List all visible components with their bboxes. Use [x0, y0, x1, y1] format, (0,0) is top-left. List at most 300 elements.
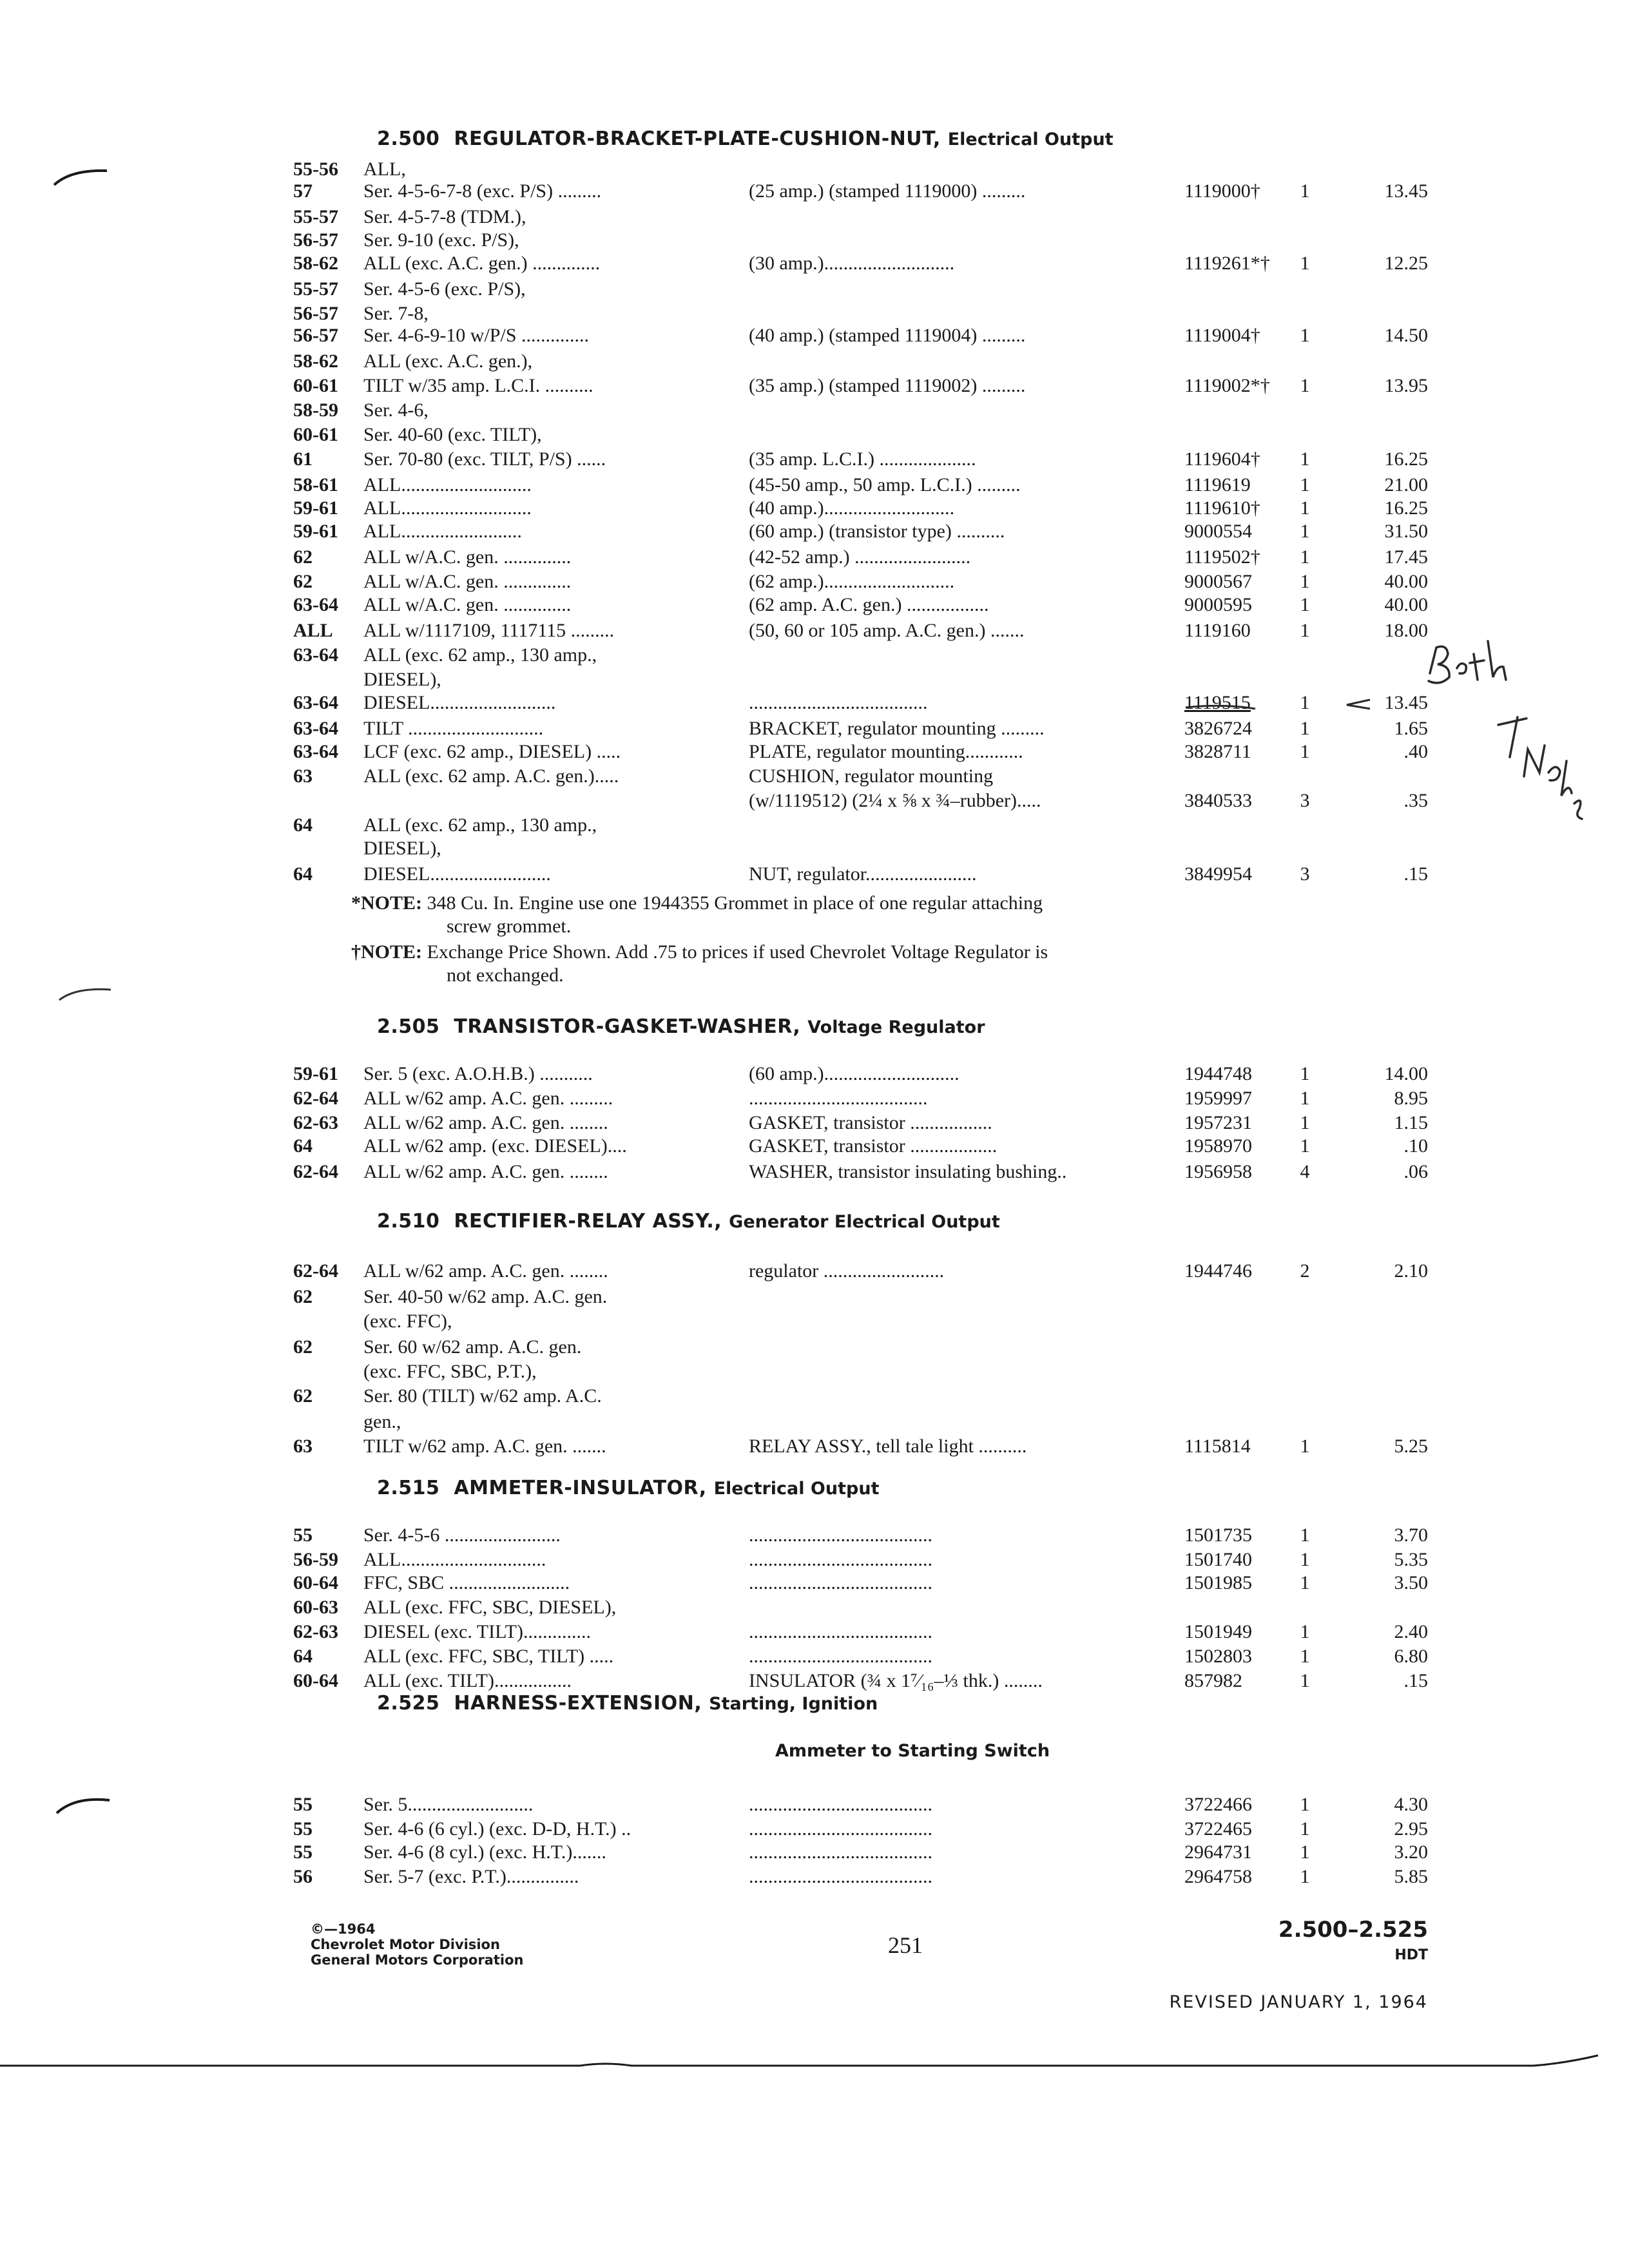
parts-row	[0, 351, 1629, 375]
part-description: (60 amp.)............................	[749, 1063, 959, 1084]
part-number: 3828711	[1184, 741, 1251, 762]
price: 13.45	[1384, 180, 1428, 202]
model-year: 56-57	[293, 229, 338, 251]
quantity: 1	[1300, 1621, 1310, 1642]
application: TILT ............................	[363, 718, 544, 739]
parts-row	[0, 1336, 1629, 1361]
application: Ser. 4-5-6 (exc. P/S),	[363, 278, 526, 300]
price: 17.45	[1384, 546, 1428, 568]
section-code: HDT	[1394, 1947, 1428, 1963]
price: 13.45	[1384, 692, 1428, 713]
application: ALL (exc. 62 amp., 130 amp.,	[363, 814, 597, 836]
application: Ser. 4-5-6 ........................	[363, 1524, 561, 1546]
parts-row	[0, 594, 1629, 619]
price: 5.85	[1394, 1866, 1428, 1887]
model-year: 62-63	[293, 1112, 338, 1133]
application: ALL w/62 amp. (exc. DIESEL)....	[363, 1135, 627, 1157]
parts-row	[0, 571, 1629, 595]
section-heading: HARNESS-EXTENSION,	[454, 1692, 702, 1715]
application: ALL w/62 amp. A.C. gen. ........	[363, 1260, 608, 1282]
model-year: 63-64	[293, 594, 338, 615]
part-description: ......................................	[749, 1572, 932, 1593]
parts-row	[0, 790, 1629, 814]
parts-row	[0, 863, 1629, 888]
parts-row	[0, 1524, 1629, 1549]
parts-row	[0, 718, 1629, 742]
quantity: 2	[1300, 1260, 1310, 1282]
price: .40	[1403, 741, 1428, 762]
parts-row	[0, 159, 1629, 183]
application: ALL (exc. FFC, SBC, TILT) .....	[363, 1646, 614, 1667]
price: .15	[1403, 863, 1428, 885]
model-year: 58-62	[293, 253, 338, 274]
part-description: GASKET, transistor ..................	[749, 1135, 998, 1157]
model-year: 57	[293, 180, 313, 202]
part-number: 9000567	[1184, 571, 1252, 592]
price: 1.65	[1394, 718, 1428, 739]
part-number: 1957231	[1184, 1112, 1252, 1133]
application: ALL,	[363, 159, 406, 180]
parts-row	[0, 278, 1629, 303]
quantity: 1	[1300, 692, 1310, 713]
note-label: *NOTE:	[351, 892, 423, 914]
model-year: 64	[293, 814, 313, 836]
application: Ser. 40-60 (exc. TILT),	[363, 424, 542, 445]
quantity: 3	[1300, 790, 1310, 811]
quantity: 1	[1300, 325, 1310, 346]
price: 12.25	[1384, 253, 1428, 274]
parts-row	[0, 1311, 1629, 1335]
parts-row	[0, 1411, 1629, 1436]
part-description: NUT, regulator.......................	[749, 863, 977, 885]
application: ALL w/A.C. gen. ..............	[363, 594, 572, 615]
price: 13.95	[1384, 375, 1428, 396]
bottom-rule	[0, 2054, 1629, 2080]
application: Ser. 4-5-6-7-8 (exc. P/S) .........	[363, 180, 602, 202]
part-number: 1119619	[1184, 474, 1251, 495]
quantity: 1	[1300, 375, 1310, 396]
quantity: 1	[1300, 1794, 1310, 1815]
part-number: 1119610†	[1184, 497, 1260, 519]
section-heading: TRANSISTOR-GASKET-WASHER,	[454, 1015, 801, 1038]
application: ALL...........................	[363, 474, 532, 495]
parts-row	[0, 1286, 1629, 1311]
parts-row	[0, 424, 1629, 448]
quantity: 1	[1300, 594, 1310, 615]
part-number: 3849954	[1184, 863, 1252, 885]
part-number: 1501740	[1184, 1549, 1252, 1570]
model-year: 56	[293, 1866, 313, 1887]
part-number: 1501949	[1184, 1621, 1252, 1642]
application: FFC, SBC .........................	[363, 1572, 570, 1593]
part-description: (62 amp. A.C. gen.) .................	[749, 594, 989, 615]
application: TILT w/35 amp. L.C.I. ..........	[363, 375, 593, 396]
application: Ser. 5-7 (exc. P.T.)...............	[363, 1866, 579, 1887]
part-number: 1944746	[1184, 1260, 1252, 1282]
model-year: 59-61	[293, 497, 338, 519]
parts-row	[0, 206, 1629, 231]
model-year: 55	[293, 1524, 313, 1546]
part-number: 1502803	[1184, 1646, 1252, 1667]
part-number: 1119515	[1184, 692, 1251, 713]
application: Ser. 4-6 (8 cyl.) (exc. H.T.).......	[363, 1841, 606, 1863]
model-year: 55	[293, 1794, 313, 1815]
part-description: (60 amp.) (transistor type) ..........	[749, 521, 1005, 542]
application: ALL w/1117109, 1117115 .........	[363, 620, 615, 641]
parts-row	[0, 448, 1629, 473]
application: Ser. 4-6,	[363, 399, 429, 421]
left-margin-mark	[57, 981, 115, 1006]
parts-row	[0, 1621, 1629, 1646]
model-year: 59-61	[293, 1063, 338, 1084]
section-number: 2.500	[377, 128, 440, 150]
part-number: 2964731	[1184, 1841, 1252, 1863]
parts-row	[0, 765, 1629, 790]
price: 4.30	[1394, 1794, 1428, 1815]
model-year: 58-62	[293, 351, 338, 372]
parts-row	[0, 325, 1629, 349]
quantity: 1	[1300, 1818, 1310, 1840]
price: 40.00	[1384, 571, 1428, 592]
part-description: INSULATOR (¾ x 1⁷⁄₁₆–⅓ thk.) ........	[749, 1670, 1043, 1691]
application: DIESEL.........................	[363, 863, 551, 885]
part-description: (35 amp.) (stamped 1119002) .........	[749, 375, 1026, 396]
application: Ser. 4-6 (6 cyl.) (exc. D-D, H.T.) ..	[363, 1818, 631, 1840]
part-number: 3840533	[1184, 790, 1252, 811]
parts-row	[0, 1063, 1629, 1088]
parts-row	[0, 1436, 1629, 1460]
quantity: 1	[1300, 546, 1310, 568]
price: 2.10	[1394, 1260, 1428, 1282]
parts-row	[0, 1646, 1629, 1670]
parts-row	[0, 692, 1629, 716]
parts-row	[0, 546, 1629, 571]
application: Ser. 4-5-7-8 (TDM.),	[363, 206, 526, 227]
parts-row	[0, 521, 1629, 545]
part-description: (35 amp. L.C.I.) ....................	[749, 448, 976, 470]
parts-row	[0, 1841, 1629, 1866]
parts-row	[0, 474, 1629, 499]
parts-row	[0, 644, 1629, 669]
price: 16.25	[1384, 497, 1428, 519]
part-description: (30 amp.)...........................	[749, 253, 955, 274]
quantity: 4	[1300, 1161, 1310, 1182]
application: DIESEL),	[363, 669, 441, 690]
part-number: 3722466	[1184, 1794, 1252, 1815]
application: ALL (exc. 62 amp., 130 amp.,	[363, 644, 597, 666]
application: Ser. 5..........................	[363, 1794, 534, 1815]
section-qualifier: Generator Electrical Output	[729, 1212, 1000, 1232]
quantity: 1	[1300, 1524, 1310, 1546]
price: 18.00	[1384, 620, 1428, 641]
application: gen.,	[363, 1411, 401, 1432]
application: ALL w/62 amp. A.C. gen. ........	[363, 1112, 608, 1133]
model-year: 64	[293, 1135, 313, 1157]
part-number: 1119261*†	[1184, 253, 1270, 274]
price: 1.15	[1394, 1112, 1428, 1133]
page-number: 251	[888, 1932, 923, 1958]
application: DIESEL),	[363, 838, 441, 859]
parts-row	[0, 375, 1629, 399]
application: ALL (exc. FFC, SBC, DIESEL),	[363, 1597, 617, 1618]
parts-row	[0, 497, 1629, 522]
part-description: WASHER, transistor insulating bushing..	[749, 1161, 1067, 1182]
quantity: 1	[1300, 253, 1310, 274]
model-year: 60-63	[293, 1597, 338, 1618]
price: .06	[1403, 1161, 1428, 1182]
section-title-2500	[377, 128, 1113, 150]
quantity: 1	[1300, 718, 1310, 739]
part-number: 1501985	[1184, 1572, 1252, 1593]
application: ALL w/A.C. gen. ..............	[363, 571, 572, 592]
application: Ser. 9-10 (exc. P/S),	[363, 229, 519, 251]
quantity: 1	[1300, 474, 1310, 495]
model-year: 62	[293, 1336, 313, 1358]
application: Ser. 7-8,	[363, 303, 429, 324]
subheading-ammeter: Ammeter to Starting Switch	[775, 1741, 1050, 1761]
part-description: (w/1119512) (2¼ x ⅝ x ¾–rubber).....	[749, 790, 1041, 811]
section-number: 2.525	[377, 1692, 440, 1715]
revised-date: REVISED JANUARY 1, 1964	[1169, 1992, 1428, 2012]
price: 14.50	[1384, 325, 1428, 346]
model-year: 63	[293, 765, 313, 787]
model-year: 55-57	[293, 278, 338, 300]
application: Ser. 60 w/62 amp. A.C. gen.	[363, 1336, 582, 1358]
part-description: ......................................	[749, 1646, 932, 1667]
application: Ser. 40-50 w/62 amp. A.C. gen.	[363, 1286, 608, 1307]
parts-row	[0, 1866, 1629, 1890]
section-heading: REGULATOR-BRACKET-PLATE-CUSHION-NUT,	[454, 128, 941, 150]
application: DIESEL (exc. TILT)..............	[363, 1621, 591, 1642]
part-description: ......................................	[749, 1794, 932, 1815]
price: 6.80	[1394, 1646, 1428, 1667]
parts-row	[0, 838, 1629, 862]
price: .35	[1403, 790, 1428, 811]
price: 5.35	[1394, 1549, 1428, 1570]
section-range: 2.500–2.525	[1278, 1917, 1428, 1943]
quantity: 1	[1300, 1646, 1310, 1667]
part-number: 1119002*†	[1184, 375, 1270, 396]
model-year: 63-64	[293, 718, 338, 739]
part-number: 857982	[1184, 1670, 1242, 1691]
part-number: 1119502†	[1184, 546, 1260, 568]
application: DIESEL..........................	[363, 692, 556, 713]
section-title-2510	[377, 1210, 1000, 1233]
quantity: 1	[1300, 1088, 1310, 1109]
application: (exc. FFC),	[363, 1311, 452, 1332]
section-number: 2.515	[377, 1477, 440, 1499]
quantity: 1	[1300, 497, 1310, 519]
parts-row	[0, 741, 1629, 765]
application: ALL (exc. 62 amp. A.C. gen.).....	[363, 765, 619, 787]
part-description: ......................................	[749, 1524, 932, 1546]
part-number: 1119160	[1184, 620, 1251, 641]
price: 3.70	[1394, 1524, 1428, 1546]
quantity: 1	[1300, 741, 1310, 762]
model-year: 60-64	[293, 1670, 338, 1691]
section-title-2525	[377, 1692, 878, 1715]
parts-row	[0, 1597, 1629, 1621]
model-year: 60-61	[293, 424, 338, 445]
part-number: 1119604†	[1184, 448, 1260, 470]
price: 31.50	[1384, 521, 1428, 542]
application: ALL...........................	[363, 497, 532, 519]
model-year: 56-57	[293, 325, 338, 346]
parts-row	[0, 1794, 1629, 1818]
part-description: RELAY ASSY., tell tale light ..........	[749, 1436, 1027, 1457]
copyright-block	[311, 1921, 523, 1968]
handwritten-underline	[1184, 695, 1378, 714]
model-year: 63-64	[293, 741, 338, 762]
application: Ser. 80 (TILT) w/62 amp. A.C.	[363, 1385, 602, 1407]
parts-row	[0, 620, 1629, 644]
part-description: PLATE, regulator mounting............	[749, 741, 1023, 762]
model-year: 63-64	[293, 692, 338, 713]
parts-row	[0, 229, 1629, 254]
quantity: 1	[1300, 1572, 1310, 1593]
parts-row	[0, 1112, 1629, 1137]
application: Ser. 70-80 (exc. TILT, P/S) ......	[363, 448, 606, 470]
note-text-cont: not exchanged.	[447, 965, 564, 986]
part-number: 9000595	[1184, 594, 1252, 615]
part-description: (62 amp.)...........................	[749, 571, 955, 592]
model-year: 60-64	[293, 1572, 338, 1593]
application: ALL.........................	[363, 521, 522, 542]
section-title-2515	[377, 1477, 879, 1499]
part-number: 1501735	[1184, 1524, 1252, 1546]
parts-row	[0, 1818, 1629, 1843]
part-description: GASKET, transistor .................	[749, 1112, 992, 1133]
price: 2.95	[1394, 1818, 1428, 1840]
model-year: 58-59	[293, 399, 338, 421]
quantity: 1	[1300, 1841, 1310, 1863]
parts-row	[0, 303, 1629, 327]
parts-row	[0, 253, 1629, 277]
price: 8.95	[1394, 1088, 1428, 1109]
section-title-2505	[377, 1015, 985, 1038]
copyright-division: Chevrolet Motor Division	[311, 1937, 500, 1952]
model-year: 56-57	[293, 303, 338, 324]
quantity: 1	[1300, 1112, 1310, 1133]
part-description: ......................................	[749, 1549, 932, 1570]
section-qualifier: Electrical Output	[713, 1479, 880, 1499]
parts-row	[0, 1161, 1629, 1186]
model-year: 64	[293, 863, 313, 885]
note-asterisk	[351, 892, 1043, 938]
price: .15	[1403, 1670, 1428, 1691]
part-number: 1944748	[1184, 1063, 1252, 1084]
note-dagger	[351, 941, 1048, 987]
section-qualifier: Voltage Regulator	[807, 1017, 985, 1037]
parts-row	[0, 1260, 1629, 1285]
copyright-year: ©—1964	[311, 1921, 376, 1937]
price: 40.00	[1384, 594, 1428, 615]
application: ALL w/A.C. gen. ..............	[363, 546, 572, 568]
model-year: 63-64	[293, 644, 338, 666]
quantity: 1	[1300, 571, 1310, 592]
quantity: 3	[1300, 863, 1310, 885]
model-year: ALL	[293, 620, 333, 641]
parts-row	[0, 1572, 1629, 1597]
quantity: 1	[1300, 620, 1310, 641]
part-number: 1119004†	[1184, 325, 1260, 346]
part-description: (40 amp.) (stamped 1119004) .........	[749, 325, 1026, 346]
part-description: (40 amp.)...........................	[749, 497, 955, 519]
model-year: 62-64	[293, 1161, 338, 1182]
model-year: 55	[293, 1818, 313, 1840]
quantity: 1	[1300, 1670, 1310, 1691]
price: 21.00	[1384, 474, 1428, 495]
application: Ser. 4-6-9-10 w/P/S ..............	[363, 325, 590, 346]
parts-row	[0, 180, 1629, 205]
parts-row	[0, 669, 1629, 693]
parts-row	[0, 1088, 1629, 1112]
application: TILT w/62 amp. A.C. gen. .......	[363, 1436, 606, 1457]
model-year: 62-63	[293, 1621, 338, 1642]
parts-row	[0, 814, 1629, 839]
part-description: (42-52 amp.) ........................	[749, 546, 971, 568]
quantity: 1	[1300, 1063, 1310, 1084]
model-year: 59-61	[293, 521, 338, 542]
model-year: 55	[293, 1841, 313, 1863]
part-number: 1959997	[1184, 1088, 1252, 1109]
part-number: 1115814	[1184, 1436, 1251, 1457]
parts-row	[0, 1670, 1629, 1695]
section-heading: AMMETER-INSULATOR,	[454, 1477, 707, 1499]
section-qualifier: Electrical Output	[947, 130, 1113, 149]
note-text: 348 Cu. In. Engine use one 1944355 Grommet in place of one regular attaching	[427, 892, 1043, 914]
model-year: 63	[293, 1436, 313, 1457]
model-year: 55-57	[293, 206, 338, 227]
price: 3.20	[1394, 1841, 1428, 1863]
model-year: 64	[293, 1646, 313, 1667]
copyright-corp: General Motors Corporation	[311, 1952, 524, 1968]
model-year: 55-56	[293, 159, 338, 180]
model-year: 62-64	[293, 1260, 338, 1282]
price: 14.00	[1384, 1063, 1428, 1084]
section-qualifier: Starting, Ignition	[709, 1694, 878, 1714]
part-description: ......................................	[749, 1866, 932, 1887]
note-label: †NOTE:	[351, 941, 423, 963]
model-year: 62	[293, 1385, 313, 1407]
application: ALL..............................	[363, 1549, 546, 1570]
part-description: CUSHION, regulator mounting	[749, 765, 994, 787]
application: ALL (exc. TILT)................	[363, 1670, 572, 1691]
model-year: 62	[293, 1286, 313, 1307]
parts-row	[0, 1135, 1629, 1160]
quantity: 1	[1300, 1549, 1310, 1570]
part-description: ......................................	[749, 1818, 932, 1840]
part-description: (25 amp.) (stamped 1119000) .........	[749, 180, 1026, 202]
model-year: 62-64	[293, 1088, 338, 1109]
quantity: 1	[1300, 448, 1310, 470]
part-number: 9000554	[1184, 521, 1252, 542]
quantity: 1	[1300, 1866, 1310, 1887]
part-description: (45-50 amp., 50 amp. L.C.I.) .........	[749, 474, 1021, 495]
application: Ser. 5 (exc. A.O.H.B.) ...........	[363, 1063, 593, 1084]
application: ALL (exc. A.C. gen.),	[363, 351, 533, 372]
part-description: (50, 60 or 105 amp. A.C. gen.) .......	[749, 620, 1025, 641]
model-year: 62	[293, 546, 313, 568]
model-year: 61	[293, 448, 313, 470]
price: 2.40	[1394, 1621, 1428, 1642]
application: ALL (exc. A.C. gen.) ..............	[363, 253, 601, 274]
quantity: 1	[1300, 180, 1310, 202]
part-number: 3722465	[1184, 1818, 1252, 1840]
quantity: 1	[1300, 1436, 1310, 1457]
parts-row	[0, 1549, 1629, 1573]
parts-row	[0, 399, 1629, 424]
